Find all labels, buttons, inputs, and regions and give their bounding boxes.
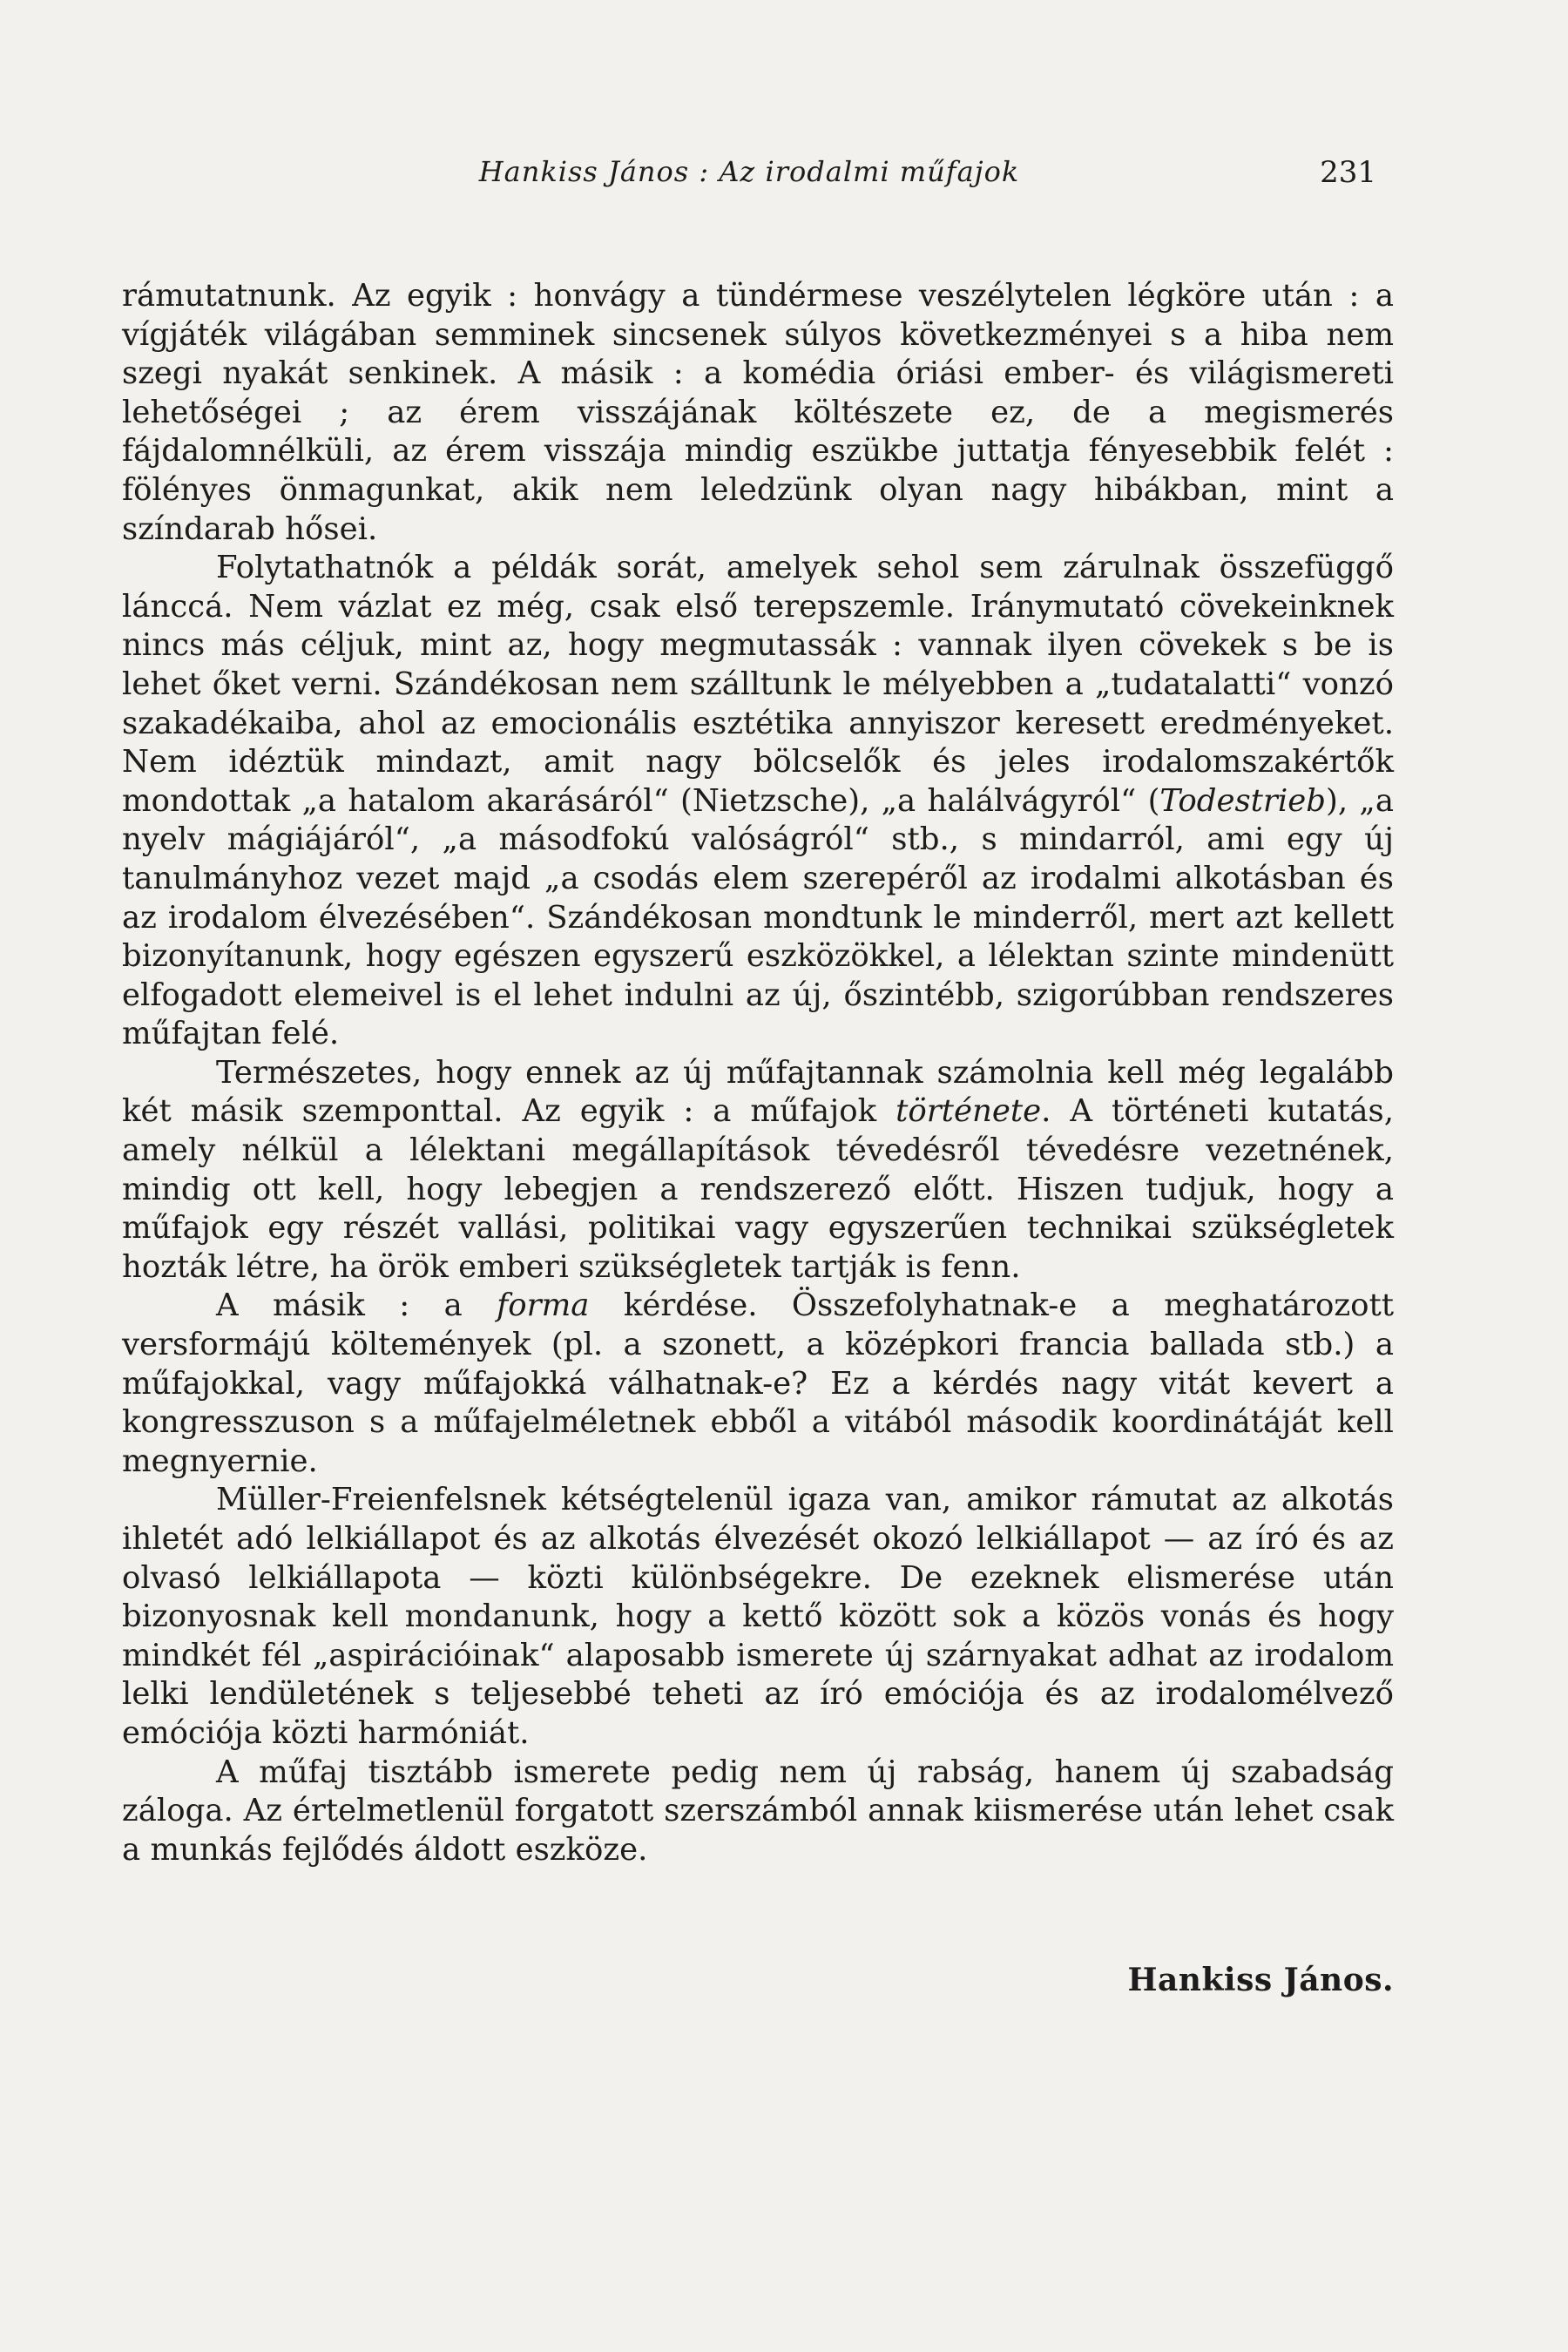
paragraph: Folytathatnók a példák sorát, amelyek sehol sem zárulnak összefüggő lánccá. Nem vázlat ez még, csak első terepszemle. Iránymutató cövekeinknek nincs más céljuk, mint az, hogy megmutassák : vannak ilyen cövekek s be is lehet őket verni. Szándékosan nem szálltunk le mélyebben a „tudatalatti“ vonzó szakadékaiba, ahol az emocionális esztétika annyiszor keresett eredményeket. Nem idéztük mindazt, amit nagy bölcselők és jeles irodalomszakértők mondottak „a hatalom akarásáról“ (Nietzsche), „a halálvágyról“ (Todestrieb), „a nyelv mágiájáról“, „a másodfokú valóságról“ stb., s mindarról, ami egy új tanulmányhoz vezet majd „a csodás elem szerepéről az irodalmi alkotásban és az irodalom élvezésében“. Szándékosan mondtunk le minderről, mert azt kellett bizonyítanunk, hogy egészen egyszerű eszközökkel, a lélektan szinte mindenütt elfogadott elemeivel is el lehet indulni az új, őszintébb, szigorúbban rendszeres műfajtan felé. — [122, 550, 1394, 1052]
paragraph: rámutatnunk. Az egyik : honvágy a tündérmese veszélytelen légköre után : a vígjáték világában semminek sincsenek súlyos következményei s a hiba nem szegi nyakát senkinek. A másik : a komédia óriási ember- és világismereti lehetőségei ; az érem visszájának költészete ez, de a megismerés fájdalomnélküli, az érem visszája mindig eszükbe juttatja fényesebbik felét : fölényes önmagunkat, akik nem leledzünk olyan nagy hibákban, mint a színdarab hősei. — [122, 278, 1394, 547]
running-head — [122, 155, 1376, 197]
author-signature: Hankiss János. — [1127, 1962, 1394, 1998]
page-number: 231 — [1320, 155, 1376, 190]
paragraph: A műfaj tisztább ismerete pedig nem új rabság, hanem új szabadság záloga. Az értelmetlenül forgatott szerszámból annak kiismerése után lehet csak a munkás fejlődés áldott eszköze. — [122, 1754, 1394, 1868]
running-head-title: Hankiss János : Az irodalmi műfajok — [478, 155, 1020, 188]
paragraph: Természetes, hogy ennek az új műfajtannak számolnia kell még legalább két másik szemponttal. Az egyik : a műfajok története. A történeti kutatás, amely nélkül a lélektani megállapítások tévedésről tévedésre vezetnének, mindig ott kell, hogy lebegjen a rendszerező előtt. Hiszen tudjuk, hogy a műfajok egy részét vallási, politikai vagy egyszerűen technikai szükségletek hozták létre, ha örök emberi szükségletek tartják is fenn. — [122, 1054, 1395, 1285]
italic-term: története — [896, 1093, 1042, 1130]
italic-term: forma — [497, 1288, 590, 1324]
paragraph: Müller-Freienfelsnek kétségtelenül igaza van, amikor rámutat az alkotás ihletét adó lelkiállapot és az alkotás élvezését okozó lelkiállapot — az író és az olvasó lelkiállapota — közti különbségekre. De ezeknek elismerése után bizonyosnak kell mondanunk, hogy a kettő között sok a közös vonás és hogy mindkét fél „aspirációinak“ alaposabb ismerete új szárnyakat adhat az irodalom lelki lendületének s teljesebbé teheti az író emóciója és az irodalomélvező emóciója közti harmóniát. — [122, 1482, 1394, 1751]
body-text — [122, 277, 1394, 1869]
paragraph: A másik : a forma kérdése. Összefolyhatnak-e a meghatározott versformájú költemények (pl. a szonett, a középkori francia ballada stb.) a műfajokkal, vagy műfajokká válhatnak-e? Ez a kérdés nagy vitát kevert a kongresszuson s a műfajelméletnek ebből a vitából második koordinátáját kell megnyernie. — [122, 1288, 1395, 1479]
italic-term: Todestrieb — [1159, 782, 1326, 819]
